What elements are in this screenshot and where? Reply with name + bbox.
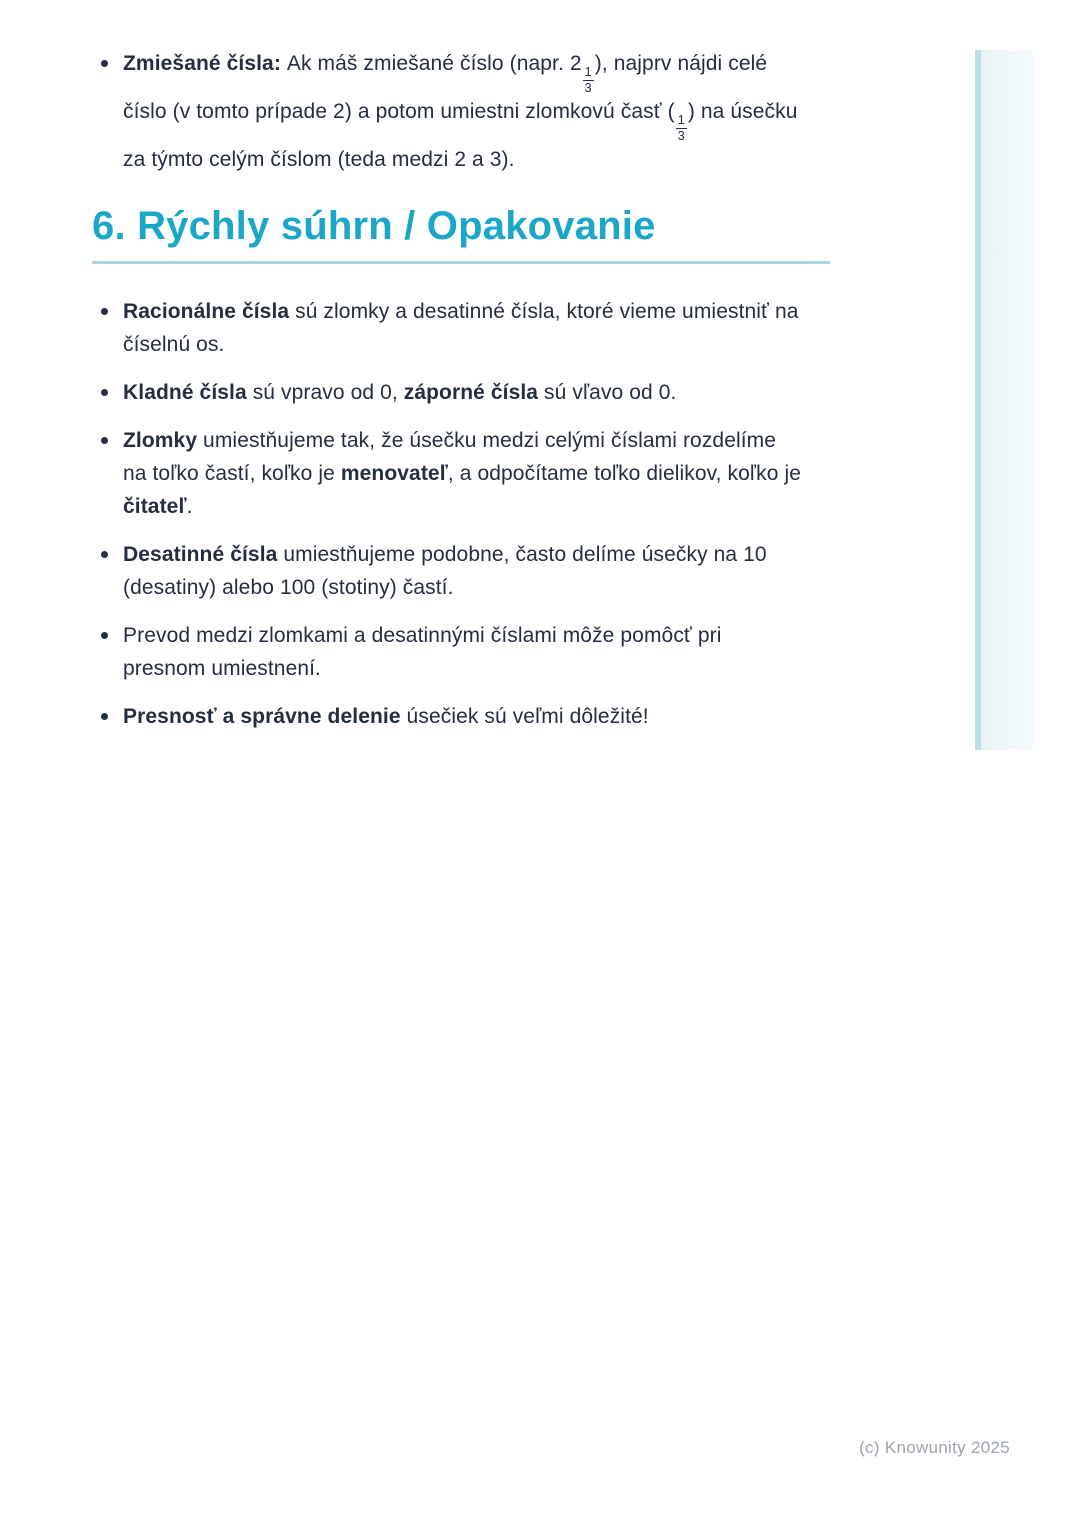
bullet-item: Prevod medzi zlomkami a desatinnými číslami môže pomôcť pri presnom umiestnení. (92, 619, 804, 685)
bullet-item: Kladné čísla sú vpravo od 0, záporné čísla sú vľavo od 0. (92, 376, 804, 409)
bold-term: Zmiešané čísla: (123, 52, 287, 75)
fraction: $\frac{1}{3}$ (584, 64, 592, 95)
bullet-item: Racionálne čísla sú zlomky a desatinné čísla, ktoré vieme umiestniť na číselnú os. (92, 295, 804, 361)
bullet-item: Desatinné čísla umiestňujeme podobne, často delíme úsečky na 10 (desatiny) alebo 100 (stotiny) častí. (92, 538, 804, 604)
bullet-item: Zlomky umiestňujeme tak, že úsečku medzi celými číslami rozdelíme na toľko častí, koľko je menovateľ, a odpočítame toľko dielikov, koľko je čitateľ. (92, 424, 804, 523)
fraction: $\frac{1}{3}$ (677, 112, 685, 143)
bold-term: menovateľ (340, 462, 448, 486)
bold-term: Zlomky (123, 429, 198, 453)
intro-bullet-list (92, 47, 832, 176)
bold-term: Racionálne čísla (123, 300, 290, 324)
bullet-item: Zmiešané čísla: Ak máš zmiešané číslo (napr. 2 $\frac{1}{3}$ ), najprv nájdi celé číslo (v tomto prípade 2) a potom umiestni zlomkovú časť ( $\frac{1}{3}$ ) na úsečku za týmto celým číslom (teda medzi 2 a 3). (92, 47, 804, 176)
summary-bullet-list (92, 295, 832, 733)
copyright-footer: (c) Knowunity 2025 (859, 1438, 1010, 1457)
section-heading: 6. Rýchly súhrn / Opakovanie (92, 202, 830, 264)
bold-term: čitateľ (123, 495, 187, 519)
bold-term: Kladné čísla (123, 381, 247, 405)
decorative-side-panel (975, 50, 1035, 750)
bold-term: Presnosť a správne delenie (123, 705, 401, 729)
document-content (92, 47, 832, 748)
bold-term: záporné čísla (403, 381, 539, 405)
bold-term: Desatinné čísla (123, 543, 278, 567)
bullet-item: Presnosť a správne delenie úsečiek sú veľmi dôležité! (92, 700, 804, 733)
